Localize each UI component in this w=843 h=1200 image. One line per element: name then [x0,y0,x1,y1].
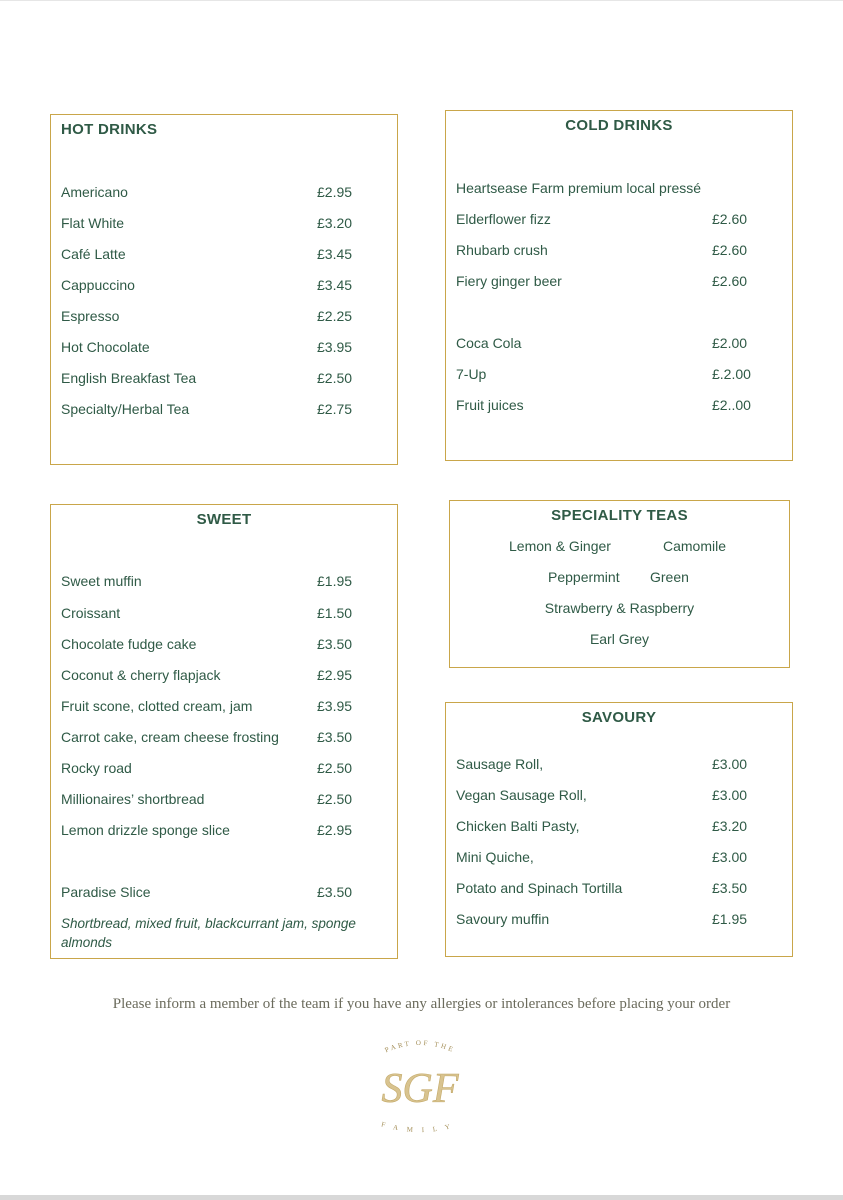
menu-item-name: Coconut & cherry flapjack [61,667,221,683]
menu-item-price: £3.95 [317,698,353,714]
menu-item-price: £3.00 [712,756,748,772]
menu-item-price: £2.95 [317,822,353,838]
menu-item-price: £2.60 [712,273,748,289]
tea-item: Camomile [663,538,727,554]
bottom-rule [0,1195,843,1200]
menu-item-name: Americano [61,184,128,200]
menu-item-name: Fiery ginger beer [456,273,562,289]
menu-item-price: £3.00 [712,849,748,865]
menu-item-name: Coca Cola [456,335,522,351]
menu-item-price: £3.00 [712,787,748,803]
menu-item-name: Specialty/Herbal Tea [61,401,190,417]
menu-item-name: Café Latte [61,246,126,262]
menu-item-name: Millionaires’ shortbread [61,791,205,807]
menu-item-name: Potato and Spinach Tortilla [456,880,623,896]
menu-item-price: £1.95 [317,573,353,589]
paradise-slice-note: Shortbread, mixed fruit, blackcurrant jam, sponge almonds [61,916,356,950]
menu-item-price: £2.95 [317,667,353,683]
menu-item-price: £3.50 [317,729,353,745]
menu-item-name: Vegan Sausage Roll, [456,787,587,803]
menu-item-price: £3.95 [317,339,353,355]
menu-item-name: Hot Chocolate [61,339,150,355]
tea-item: Peppermint [548,569,620,585]
speciality-teas-title: SPECIALITY TEAS [551,507,688,524]
menu-item-name: Rocky road [61,760,132,776]
menu-item-name: Elderflower fizz [456,211,551,227]
menu-item-name: Paradise Slice [61,884,151,900]
menu-item-name: Savoury muffin [456,911,550,927]
menu-item-name: English Breakfast Tea [61,370,197,386]
menu-item-name: Croissant [61,605,121,621]
menu-item-name: Chocolate fudge cake [61,636,197,652]
menu-item-name: Espresso [61,308,120,324]
menu-item-price: £3.45 [317,277,353,293]
menu-item-name: Flat White [61,215,125,231]
menu-item-price: £3.50 [317,636,353,652]
sweet-title: SWEET [196,511,252,528]
logo-monogram: SGF [381,1066,459,1112]
menu-item-price: £2.50 [317,370,353,386]
menu-item-price: £2.95 [317,184,353,200]
menu-item-price: £2.50 [317,760,353,776]
menu-item-name: Fruit scone, clotted cream, jam [61,698,253,714]
menu-item-price: £3.45 [317,246,353,262]
menu-item-price: £3.50 [317,884,353,900]
tea-item: Green [650,569,689,585]
menu-item-name: Rhubarb crush [456,242,548,258]
top-rule [0,0,843,1]
menu-item-price: £2.60 [712,242,748,258]
tea-item: Lemon & Ginger [509,538,611,554]
cold-drinks-title: COLD DRINKS [565,117,673,134]
hot-drinks-title: HOT DRINKS [61,121,158,138]
allergy-notice: Please inform a member of the team if you have any allergies or intolerances before placing your order [112,996,731,1012]
menu-item-name: Mini Quiche, [456,849,534,865]
menu-item-name: Lemon drizzle sponge slice [61,822,230,838]
logo-top-text: PART OF THE [383,1038,457,1055]
menu-item-price: £2.25 [317,308,353,324]
menu-item-price: £.2.00 [712,366,751,382]
menu-item-name: Fruit juices [456,397,524,413]
tea-item: Earl Grey [589,631,650,647]
savoury-title: SAVOURY [581,709,657,726]
tea-item: Strawberry & Raspberry [544,600,695,616]
menu-item-name: 7-Up [456,366,487,382]
menu-item-price: £2.00 [712,335,748,351]
logo-bottom-text: FAMILY [380,1120,460,1135]
cold-drinks-intro: Heartsease Farm premium local pressé [456,180,702,196]
menu-item-price: £3.50 [712,880,748,896]
menu-item-name: Cappuccino [61,277,135,293]
menu-item-price: £3.20 [317,215,353,231]
menu-item-price: £2..00 [712,397,751,413]
menu-item-price: £2.60 [712,211,748,227]
menu-item-price: £1.95 [712,911,748,927]
menu-item-name: Sausage Roll, [456,756,544,772]
menu-item-price: £2.75 [317,401,353,417]
menu-item-price: £2.50 [317,791,353,807]
menu-item-name: Carrot cake, cream cheese frosting [61,729,279,745]
sgf-family-logo [365,1032,475,1144]
menu-item-price: £1.50 [317,605,353,621]
menu-item-name: Sweet muffin [61,573,142,589]
menu-item-price: £3.20 [712,818,748,834]
menu-item-name: Chicken Balti Pasty, [456,818,580,834]
